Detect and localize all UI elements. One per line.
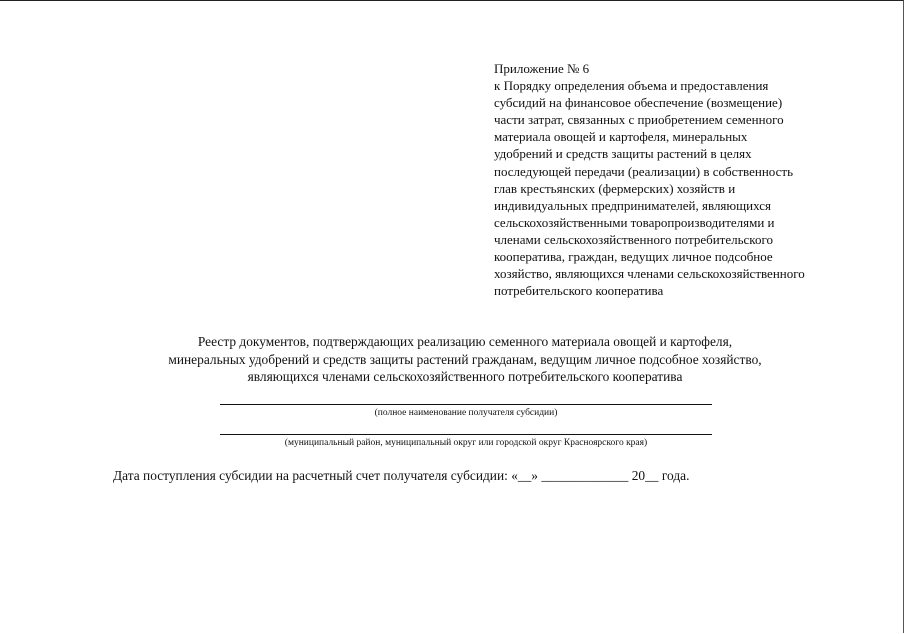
appendix-line: субсидий на финансовое обеспечение (возмещение) [494,95,783,111]
appendix-line: удобрений и средств защиты растений в целях [494,146,752,162]
subsidy-receipt-date-line: Дата поступления субсидии на расчетный счет получателя субсидии: «__» _____________ 20__ года. [113,468,690,483]
municipal-district-underline [220,434,712,435]
recipient-name-caption: (полное наименование получателя субсидии) [374,408,558,418]
appendix-line: членами сельскохозяйственного потребительского [494,231,773,247]
title-line: минеральных удобрений и средств защиты растений гражданам, ведущим личное подсобное хозяйство, [168,351,762,367]
appendix-line: сельскохозяйственными товаропроизводителями и [494,214,775,230]
title-line: Реестр документов, подтверждающих реализацию семенного материала овощей и картофеля, [197,334,733,349]
appendix-line: кооператива, граждан, ведущих личное подсобное [494,249,773,265]
registry-title [90,333,840,386]
municipal-district-caption: (муниципальный район, муниципальный округ или городской округ Красноярского края) [284,438,648,448]
appendix-line: материала овощей и картофеля, минеральных [494,129,748,145]
appendix-header [494,60,894,299]
appendix-line: хозяйство, являющихся членами сельскохозяйственного [494,266,805,282]
recipient-name-underline [220,404,712,405]
appendix-line: части затрат, связанных с приобретением семенного [494,112,784,128]
appendix-line: Приложение № 6 [494,61,590,76]
appendix-line: индивидуальных предпринимателей, являющихся [494,197,771,213]
appendix-line: глав крестьянских (фермерских) хозяйств и [494,180,736,196]
title-line: являющихся членами сельскохозяйственного потребительского кооператива [247,369,683,384]
appendix-line: последующей передачи (реализации) в собственность [494,163,793,179]
appendix-line: к Порядку определения объема и предоставления [494,78,769,94]
appendix-line: потребительского кооператива [494,283,664,299]
recipient-name-field[interactable] [220,404,712,419]
municipal-district-field[interactable] [220,434,712,449]
